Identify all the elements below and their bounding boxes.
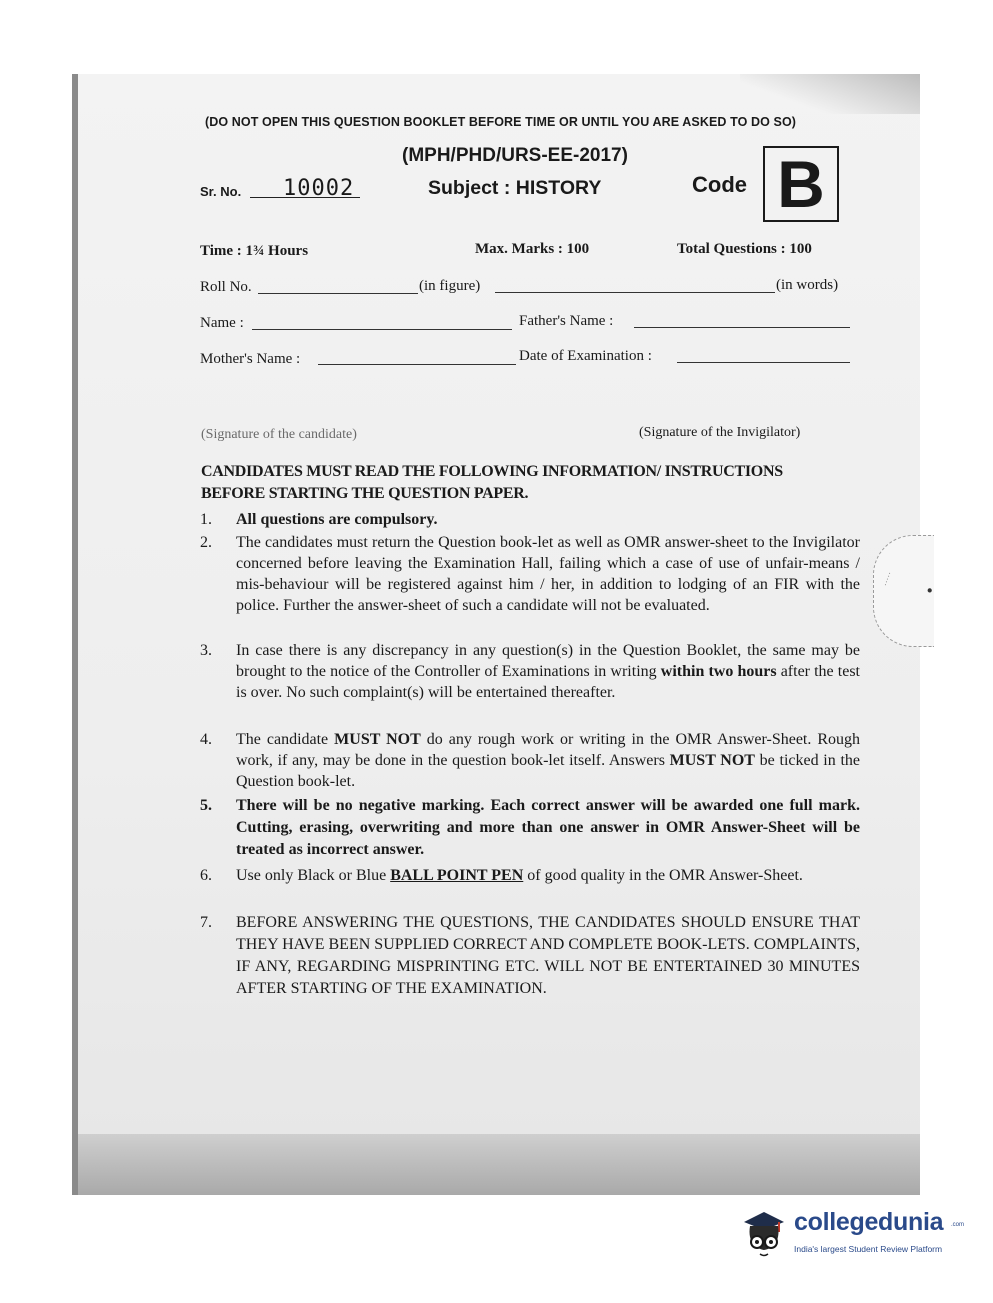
instruction-number: 1. — [200, 511, 212, 528]
instruction-text: All questions are compulsory. — [236, 511, 438, 528]
instruction-item — [200, 532, 860, 638]
invigilator-stamp — [873, 535, 934, 647]
instruction-text: Use only Black or Blue BALL POINT PEN of good quality in the OMR Answer-Sheet. — [236, 867, 803, 884]
emphasis: MUST NOT — [334, 731, 421, 748]
instruction-text: The candidate MUST NOT do any rough work or writing in the OMR Answer-Sheet. Rough work, if any, may be done in the question book-let itself. Answers MUST NOT be ticked in the Question book-let. — [236, 731, 861, 790]
max-marks-info: Max. Marks : 100 — [475, 241, 590, 257]
invigilator-signature-label: (Signature of the Invigilator) — [639, 425, 801, 440]
in-words-label: (in words) — [776, 277, 839, 293]
stamp-mark: · — [925, 576, 934, 605]
instruction-item — [200, 640, 860, 726]
instruction-number: 5. — [200, 797, 212, 814]
instructions-heading-2: BEFORE STARTING THE QUESTION PAPER. — [201, 485, 529, 502]
serial-number-label: Sr. No. — [200, 184, 242, 199]
instruction-text: BEFORE ANSWERING THE QUESTIONS, THE CANDIDATES SHOULD ENSURE THAT THEY HAVE BEEN SUPPLIED CORRECT AND COMPLETE BOOK-LETS. COMPLAINTS, IF ANY, REGARDING MISPRINTING ETC. WILL NOT BE ENTERTAINED 30 MINUTES AFTER STARTING OF THE EXAMINATION. — [236, 914, 860, 997]
roll-no-words-line — [495, 292, 775, 293]
serial-number-value: 10002 — [283, 176, 355, 201]
instruction-number: 2. — [200, 534, 212, 551]
code-value: B — [777, 147, 825, 221]
instruction-item — [200, 912, 860, 1022]
instruction-item — [200, 509, 860, 531]
instruction-number: 7. — [200, 914, 212, 931]
instructions-heading-1: CANDIDATES MUST READ THE FOLLOWING INFORMATION/ INSTRUCTIONS — [201, 463, 783, 480]
instruction-item — [200, 795, 860, 861]
name-label: Name : — [200, 315, 244, 331]
instruction-item — [200, 729, 860, 795]
instruction-number: 4. — [200, 731, 212, 748]
scan-bottom-edge — [78, 1134, 920, 1195]
collegedunia-watermark — [740, 1198, 965, 1268]
emphasis: BALL POINT PEN — [390, 867, 524, 884]
candidate-signature-label: (Signature of the candidate) — [201, 427, 357, 442]
brand-name: collegedunia — [794, 1208, 944, 1236]
instruction-item — [200, 865, 860, 909]
brand-tagline: India's largest Student Review Platform — [794, 1244, 943, 1254]
emphasis: MUST NOT — [669, 752, 755, 769]
name-line — [252, 329, 512, 330]
mother-name-line — [318, 364, 516, 365]
instruction-number: 3. — [200, 642, 212, 659]
booklet-warning: (DO NOT OPEN THIS QUESTION BOOKLET BEFORE TIME OR UNTIL YOU ARE ASKED TO DO SO) — [205, 115, 797, 129]
instruction-text: In case there is any discrepancy in any question(s) in the Question Booklet, the same may be brought to the notice of the Controller of Examinations in writing within two hours after the test is over. No such complaint(s) will be entertained thereafter. — [236, 642, 860, 701]
roll-no-figure-line — [258, 293, 418, 294]
emphasis: within two hours — [660, 663, 777, 680]
total-questions-info: Total Questions : 100 — [677, 241, 812, 257]
stamp-text: ····· — [880, 570, 895, 588]
instruction-number: 6. — [200, 867, 212, 884]
subject-title: Subject : HISTORY — [428, 177, 602, 199]
scan-shadow — [740, 74, 920, 114]
instruction-text: There will be no negative marking. Each correct answer will be awarded one full mark. Cutting, erasing, overwriting and more than one answer in OMR Answer-Sheet will be treated as incorrect answer. — [236, 797, 860, 858]
student-mascot-icon — [740, 1204, 788, 1258]
date-of-exam-label: Date of Examination : — [519, 348, 652, 364]
code-box — [763, 146, 839, 222]
exam-title: (MPH/PHD/URS-EE-2017) — [402, 145, 628, 166]
brand-domain: .com — [951, 1222, 965, 1228]
mother-name-label: Mother's Name : — [200, 351, 301, 367]
roll-no-label: Roll No. — [200, 279, 252, 295]
father-name-label: Father's Name : — [519, 313, 614, 329]
father-name-line — [634, 327, 850, 328]
instruction-text: The candidates must return the Question book-let as well as OMR answer-sheet to the Invigilator concerned before leaving the Examination Hall, failing which a case of use of unfair-means / mis-behaviour will be registered against him / her, in addition to lodging of an FIR with the police. Further the answer-sheet of such a candidate will not be evaluated. — [236, 534, 860, 614]
code-label: Code — [692, 172, 747, 197]
in-figure-label: (in figure) — [419, 278, 481, 294]
time-info: Time : 1¾ Hours — [200, 243, 309, 259]
date-of-exam-line — [677, 362, 850, 363]
